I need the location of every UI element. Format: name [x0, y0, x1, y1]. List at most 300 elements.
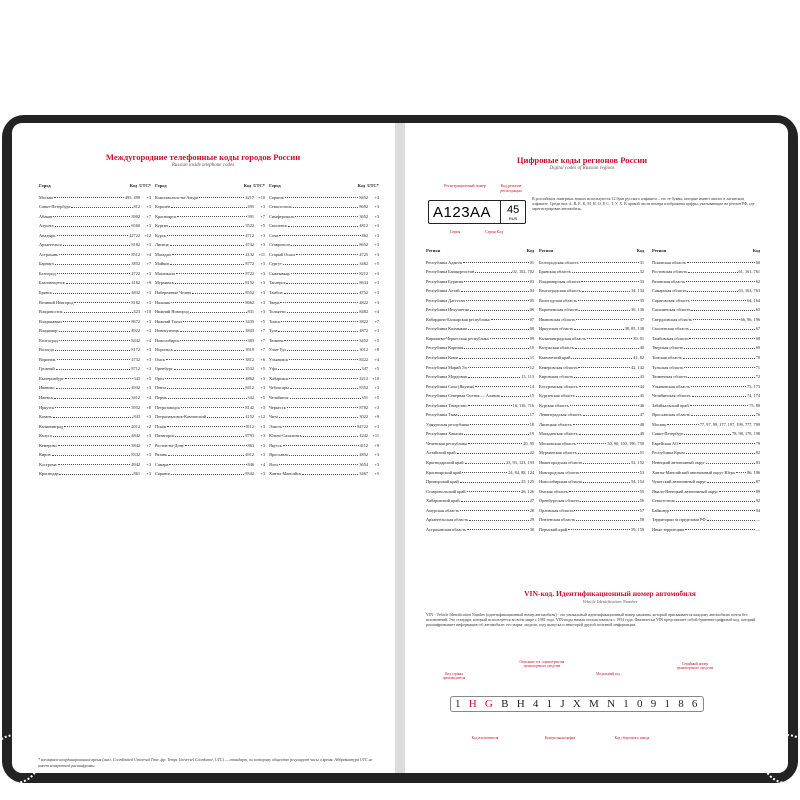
row-leader-dots — [57, 235, 129, 236]
row-name: Воронежская область — [539, 307, 579, 313]
row-utc: +4 — [146, 251, 151, 257]
row-name: Саратовская область — [652, 297, 690, 303]
row-name: Московская область — [539, 440, 576, 446]
row-name: Чита — [269, 414, 278, 420]
row-leader-dots — [569, 491, 639, 492]
label-series: Серия — [449, 229, 461, 234]
row-code: 48 — [639, 421, 644, 427]
table-row — [269, 190, 379, 200]
row-code: 57 — [639, 507, 644, 513]
row-code: 12 — [529, 364, 534, 370]
row-leader-dots — [574, 329, 623, 330]
row-code: 92 — [755, 498, 760, 504]
row-name: Байконур — [652, 507, 670, 513]
row-code: 54, 154 — [631, 479, 644, 485]
row-code: 3902 — [131, 213, 140, 219]
row-name: Республика Калмыкия — [426, 326, 468, 332]
row-name: Республика Ингушетия — [426, 307, 469, 313]
row-code: 14 — [529, 383, 534, 389]
row-code: 3467 — [359, 471, 368, 477]
row-utc: +3 — [260, 442, 265, 448]
row-utc: +3 — [374, 204, 379, 210]
table-row — [652, 427, 760, 437]
table-row — [269, 400, 379, 410]
row-code: 46 — [639, 402, 644, 408]
table-row — [539, 255, 644, 265]
row-leader-dots — [578, 453, 639, 454]
row-name: Казань — [39, 414, 52, 420]
row-name: Красноярск — [155, 213, 177, 219]
row-leader-dots — [687, 262, 755, 263]
table-row — [652, 446, 760, 456]
row-code: 01 — [529, 259, 534, 265]
row-code: 06 — [529, 307, 534, 313]
row-code: 4212 — [359, 375, 368, 381]
table-row — [426, 360, 534, 370]
row-code: 4152 — [245, 414, 254, 420]
row-utc: +3 — [146, 204, 151, 210]
row-utc: +3 — [146, 347, 151, 353]
row-code: 3822 — [359, 318, 368, 324]
row-code: 37 — [639, 316, 644, 322]
row-utc: +5 — [260, 223, 265, 229]
row-name: Петрозаводск — [155, 404, 181, 410]
row-name: Республика Мордовия — [426, 374, 467, 380]
row-utc: +3 — [146, 385, 151, 391]
row-leader-dots — [460, 482, 520, 483]
row-name: Кемерово — [39, 442, 57, 448]
vin-char: M — [589, 698, 601, 710]
vin-char: G — [484, 698, 495, 710]
row-code: 423 — [133, 309, 140, 315]
row-name: Пермь — [155, 395, 167, 401]
row-name: Пенза — [155, 385, 166, 391]
row-name: Ханты-Мансийский автономный округ Югра — [652, 469, 735, 475]
row-name: Ненецкий автономный округ — [652, 460, 705, 466]
vin-label-year: Модельный год — [596, 672, 620, 676]
row-code: 66, 96, 196 — [740, 316, 760, 322]
row-code: 4842 — [131, 433, 140, 439]
row-leader-dots — [583, 463, 630, 464]
row-leader-dots — [684, 367, 754, 368]
row-utc: +3 — [146, 194, 151, 200]
row-name: Хабаровск — [269, 375, 289, 381]
row-name: Томск — [269, 318, 281, 324]
row-leader-dots — [54, 398, 130, 399]
table-row — [652, 522, 760, 532]
row-name: Орёл — [155, 375, 165, 381]
row-leader-dots — [63, 321, 130, 322]
row-leader-dots — [581, 281, 638, 282]
row-name: Москва — [39, 194, 53, 200]
table-row — [426, 303, 534, 313]
row-utc: +3 — [146, 433, 151, 439]
row-utc: +3 — [374, 251, 379, 257]
row-name: Симферополь — [269, 213, 295, 219]
table-row — [269, 305, 379, 315]
row-code: 18 — [529, 421, 534, 427]
row-leader-dots — [568, 529, 630, 530]
row-code: 42722 — [129, 232, 140, 238]
row-leader-dots — [53, 216, 130, 217]
row-code: 8152 — [245, 280, 254, 286]
row-code: 8634 — [359, 280, 368, 286]
vin-char: 1 — [546, 698, 554, 710]
row-name: Красноярский край — [426, 469, 462, 475]
row-leader-dots — [289, 455, 358, 456]
row-leader-dots — [55, 226, 131, 227]
table-row — [155, 295, 265, 305]
row-utc: +5 — [146, 375, 151, 381]
row-leader-dots — [55, 264, 131, 265]
table-row — [155, 276, 265, 286]
row-code: 4752 — [359, 290, 368, 296]
row-name: Новгородская область — [539, 469, 580, 475]
row-code: 4132 — [245, 251, 254, 257]
row-code: 3842 — [131, 442, 140, 448]
table-row — [426, 331, 534, 341]
row-code: 4912 — [245, 452, 254, 458]
row-code: 4932 — [131, 385, 140, 391]
table-row — [39, 305, 151, 315]
row-leader-dots — [180, 331, 245, 332]
plate-note: В российских номерных знаках используются 12 букв русского алфавита – это те буквы, которые имеют аналог в латинском алфавите. Среди них А, В, Е, К, М, Н, О, Р, С, Т, У, Х. В правой части номера изображены цифры, указывающие на регион РФ, где зарегистрирован автомобиль. — [532, 196, 755, 212]
table-row — [426, 408, 534, 418]
row-code: 09 — [529, 335, 534, 341]
row-code: 3022 — [359, 414, 368, 420]
table-row — [269, 247, 379, 257]
row-utc: +3 — [260, 280, 265, 286]
row-code: 82 — [755, 450, 760, 456]
table-row — [269, 343, 379, 353]
row-name: Воронеж — [39, 356, 56, 362]
row-name: Ялта — [269, 461, 278, 467]
row-name: Ульяновск — [269, 356, 289, 362]
table-row — [155, 219, 265, 229]
row-utc: +11 — [372, 433, 379, 439]
row-code: 76 — [755, 412, 760, 418]
row-leader-dots — [283, 264, 359, 265]
table-row — [652, 475, 760, 485]
row-code: 49 — [639, 431, 644, 437]
row-leader-dots — [583, 415, 639, 416]
row-utc: +6 — [260, 356, 265, 362]
row-name: Территории за пределами РФ — [652, 517, 706, 523]
row-leader-dots — [587, 338, 632, 339]
row-code: 67 — [755, 326, 760, 332]
table-row — [539, 503, 644, 513]
table-row — [652, 303, 760, 313]
row-code: 8782 — [359, 404, 368, 410]
row-name: Тверь — [269, 299, 280, 305]
row-name: Оренбургская область — [539, 498, 580, 504]
table-row — [539, 398, 644, 408]
row-code: 70 — [755, 355, 760, 361]
table-row — [426, 322, 534, 332]
row-code: 30 — [529, 526, 534, 532]
vin-char: H — [468, 698, 479, 710]
row-code: 44 — [639, 383, 644, 389]
vin-label-maker: Код изготовителя — [471, 736, 499, 740]
table-row — [539, 475, 644, 485]
row-leader-dots — [175, 436, 244, 437]
row-code: 4012 — [131, 423, 140, 429]
col-header: Регион Код — [539, 248, 644, 253]
row-name: Курганская область — [539, 393, 575, 399]
row-name: Сахалинская область — [652, 307, 691, 313]
table-row — [155, 352, 265, 362]
row-code: 862 — [361, 232, 368, 238]
table-row — [269, 276, 379, 286]
row-code: 8422 — [359, 356, 368, 362]
vin-title: VIN-код. Идентификационный номер автомобиля — [524, 589, 696, 598]
row-leader-dots — [572, 272, 639, 273]
row-code: 50, 90, 150, 190, 750 — [607, 440, 644, 446]
row-name: Республика Бурятия — [426, 278, 463, 284]
row-name: Анадырь — [39, 232, 56, 238]
table-row — [39, 247, 151, 257]
row-utc: +3 — [260, 242, 265, 248]
row-name: Тамбовская область — [652, 335, 689, 341]
row-name: Орловская область — [539, 507, 574, 513]
row-utc: +4 — [374, 356, 379, 362]
row-code: 4872 — [359, 328, 368, 334]
row-name: Волгоградская область — [539, 288, 581, 294]
row-code: 4725 — [359, 251, 368, 257]
row-code: 861 — [133, 471, 140, 477]
row-name: Севастополь — [652, 498, 676, 504]
row-utc: +3 — [146, 356, 151, 362]
row-leader-dots — [59, 254, 130, 255]
row-name: Пермский край — [539, 526, 567, 532]
row-code: 8793 — [245, 433, 254, 439]
row-leader-dots — [174, 369, 245, 370]
row-code: 863 — [247, 442, 254, 448]
table-row — [426, 398, 534, 408]
row-name: Владимирская область — [539, 278, 581, 284]
table-row — [426, 446, 534, 456]
row-utc: +7 — [260, 213, 265, 219]
table-row — [155, 238, 265, 248]
table-row — [426, 341, 534, 351]
row-code: 4732 — [131, 356, 140, 362]
row-leader-dots — [706, 463, 755, 464]
region-codes-subtitle: Digital codes of Russian regions — [549, 166, 615, 171]
row-code: 8332 — [131, 452, 140, 458]
table-row — [155, 381, 265, 391]
row-leader-dots — [71, 207, 132, 208]
row-name: Краснодарский край — [426, 460, 464, 466]
row-code: 383 — [247, 337, 254, 343]
row-leader-dots — [167, 235, 245, 236]
row-utc: +8 — [146, 404, 151, 410]
table-row — [269, 257, 379, 267]
row-leader-dots — [464, 348, 528, 349]
row-leader-dots — [470, 424, 528, 425]
region-col-1 — [426, 248, 534, 532]
row-leader-dots — [170, 245, 245, 246]
row-leader-dots — [707, 520, 755, 521]
row-code: 77, 97, 99, 177, 197, 199, 777, 799 — [699, 421, 760, 427]
table-row — [39, 467, 151, 477]
table-row — [269, 266, 379, 276]
row-name: Нижний Тагил — [155, 318, 182, 324]
row-code: 26, 126 — [521, 488, 534, 494]
row-name: Калининградская область — [539, 335, 587, 341]
row-leader-dots — [284, 340, 358, 341]
row-code: 02, 102, 702 — [512, 269, 534, 275]
row-name: Грозный — [39, 366, 55, 372]
row-utc: +4 — [374, 194, 379, 200]
row-leader-dots — [287, 312, 359, 313]
row-name: Республика Северная Осетия — Алания — [426, 393, 500, 399]
row-code: 8692 — [359, 204, 368, 210]
row-utc: +3 — [146, 461, 151, 467]
table-row — [39, 419, 151, 429]
row-leader-dots — [468, 405, 512, 406]
row-name: Республика Дагестан — [426, 297, 465, 303]
table-row — [155, 209, 265, 219]
row-utc: +3 — [260, 433, 265, 439]
row-code: 39, 91 — [633, 335, 644, 341]
row-utc: +5 — [374, 366, 379, 372]
row-utc: +3 — [260, 309, 265, 315]
table-row — [39, 343, 151, 353]
phone-codes-subtitle: Russian inside telephone codes — [171, 163, 235, 168]
table-row — [426, 503, 534, 513]
row-name: Иные территории — [652, 526, 685, 532]
row-code: 63, 163, 763 — [738, 288, 760, 294]
table-row — [652, 274, 760, 284]
row-leader-dots — [582, 291, 630, 292]
row-name: Камчатский край — [539, 355, 571, 361]
row-utc: +9 — [374, 414, 379, 420]
row-code: 3462 — [359, 261, 368, 267]
row-code: 84722 — [357, 423, 368, 429]
table-row — [426, 255, 534, 265]
row-name: Еврейская АО — [652, 440, 678, 446]
row-code: 8162 — [131, 299, 140, 305]
row-code: 20, 95 — [523, 440, 534, 446]
row-name: Смоленская область — [652, 326, 689, 332]
row-leader-dots — [686, 453, 755, 454]
row-leader-dots — [467, 491, 521, 492]
vin-char: B — [501, 698, 510, 710]
row-code: 8712 — [131, 366, 140, 372]
row-leader-dots — [192, 293, 244, 294]
table-row — [155, 448, 265, 458]
row-leader-dots — [165, 378, 244, 379]
vin-char: 9 — [650, 698, 658, 710]
region-col-3 — [652, 248, 760, 532]
row-name: Вологодская область — [539, 297, 578, 303]
row-code: 846 — [247, 461, 254, 467]
row-code: 843 — [133, 414, 140, 420]
table-row — [539, 513, 644, 523]
row-code: 41, 82 — [633, 355, 644, 361]
row-leader-dots — [283, 445, 359, 446]
row-name: Астраханская область — [426, 526, 467, 532]
table-row — [269, 314, 379, 324]
row-leader-dots — [303, 436, 359, 437]
row-name: Комсомольск-на-Амуре — [155, 194, 199, 200]
table-row — [539, 379, 644, 389]
row-leader-dots — [286, 283, 358, 284]
table-row — [539, 265, 644, 275]
row-code: 3532 — [245, 366, 254, 372]
row-name: Брянская область — [539, 269, 571, 275]
row-leader-dots — [207, 417, 244, 418]
row-code: 52, 152 — [631, 460, 644, 466]
row-utc: +3 — [260, 375, 265, 381]
row-code: 07 — [529, 316, 534, 322]
plate-country: RUS — [508, 215, 518, 221]
row-name: Республика Алтай — [426, 288, 460, 294]
row-name: Санкт-Петербург — [39, 204, 71, 210]
table-row — [539, 494, 644, 504]
row-name: Калуга — [39, 433, 52, 439]
row-code: 83 — [755, 460, 760, 466]
row-utc: +3 — [146, 318, 151, 324]
row-utc: +12 — [258, 414, 265, 420]
row-leader-dots — [691, 300, 747, 301]
utc-footnote: * всемирное координированное время (англ. Coordinated Universal Time, фр. Temps Universel Coordonné, UTC) — стандарт, по которому общество регулирует часы и время. Аббревиатура UTC не имеет конкретной расшифровки. — [38, 757, 373, 768]
row-leader-dots — [573, 424, 639, 425]
row-name: Приморский край — [426, 479, 459, 485]
table-row — [39, 285, 151, 295]
row-name: Магадан — [155, 251, 171, 257]
row-utc: +3 — [260, 423, 265, 429]
row-code: 4722 — [131, 270, 140, 276]
row-code: 51 — [639, 450, 644, 456]
row-code: — — [755, 526, 760, 532]
row-code: 79 — [755, 440, 760, 446]
row-name: Архангельск — [39, 242, 63, 248]
row-utc: +4 — [146, 395, 151, 401]
row-name: Тверская область — [652, 345, 684, 351]
row-code: 391 — [247, 213, 254, 219]
row-code: 8772 — [245, 261, 254, 267]
row-leader-dots — [177, 216, 246, 217]
row-code: 35 — [639, 297, 644, 303]
row-leader-dots — [290, 388, 358, 389]
row-code: 74, 174 — [747, 393, 760, 399]
row-name: Республика Башкортостан — [426, 269, 475, 275]
row-code: 8512 — [131, 251, 140, 257]
row-code: 812 — [133, 204, 140, 210]
row-utc: +3 — [260, 261, 265, 267]
row-code: 6560 — [131, 223, 140, 229]
row-code: 03 — [529, 278, 534, 284]
table-row — [39, 381, 151, 391]
row-utc: +3 — [374, 213, 379, 219]
row-leader-dots — [199, 197, 244, 198]
table-row — [155, 371, 265, 381]
row-leader-dots — [74, 302, 130, 303]
row-leader-dots — [579, 434, 639, 435]
table-row — [652, 436, 760, 446]
row-name: Республика Адыгея — [426, 259, 462, 265]
row-leader-dots — [736, 472, 746, 473]
row-leader-dots — [52, 455, 131, 456]
row-code: 86, 186 — [747, 469, 760, 475]
row-name: Киров — [39, 452, 51, 458]
table-row — [539, 303, 644, 313]
row-leader-dots — [65, 378, 132, 379]
row-code: 61, 161, 761 — [738, 269, 760, 275]
row-utc: +3 — [374, 452, 379, 458]
table-row — [39, 438, 151, 448]
